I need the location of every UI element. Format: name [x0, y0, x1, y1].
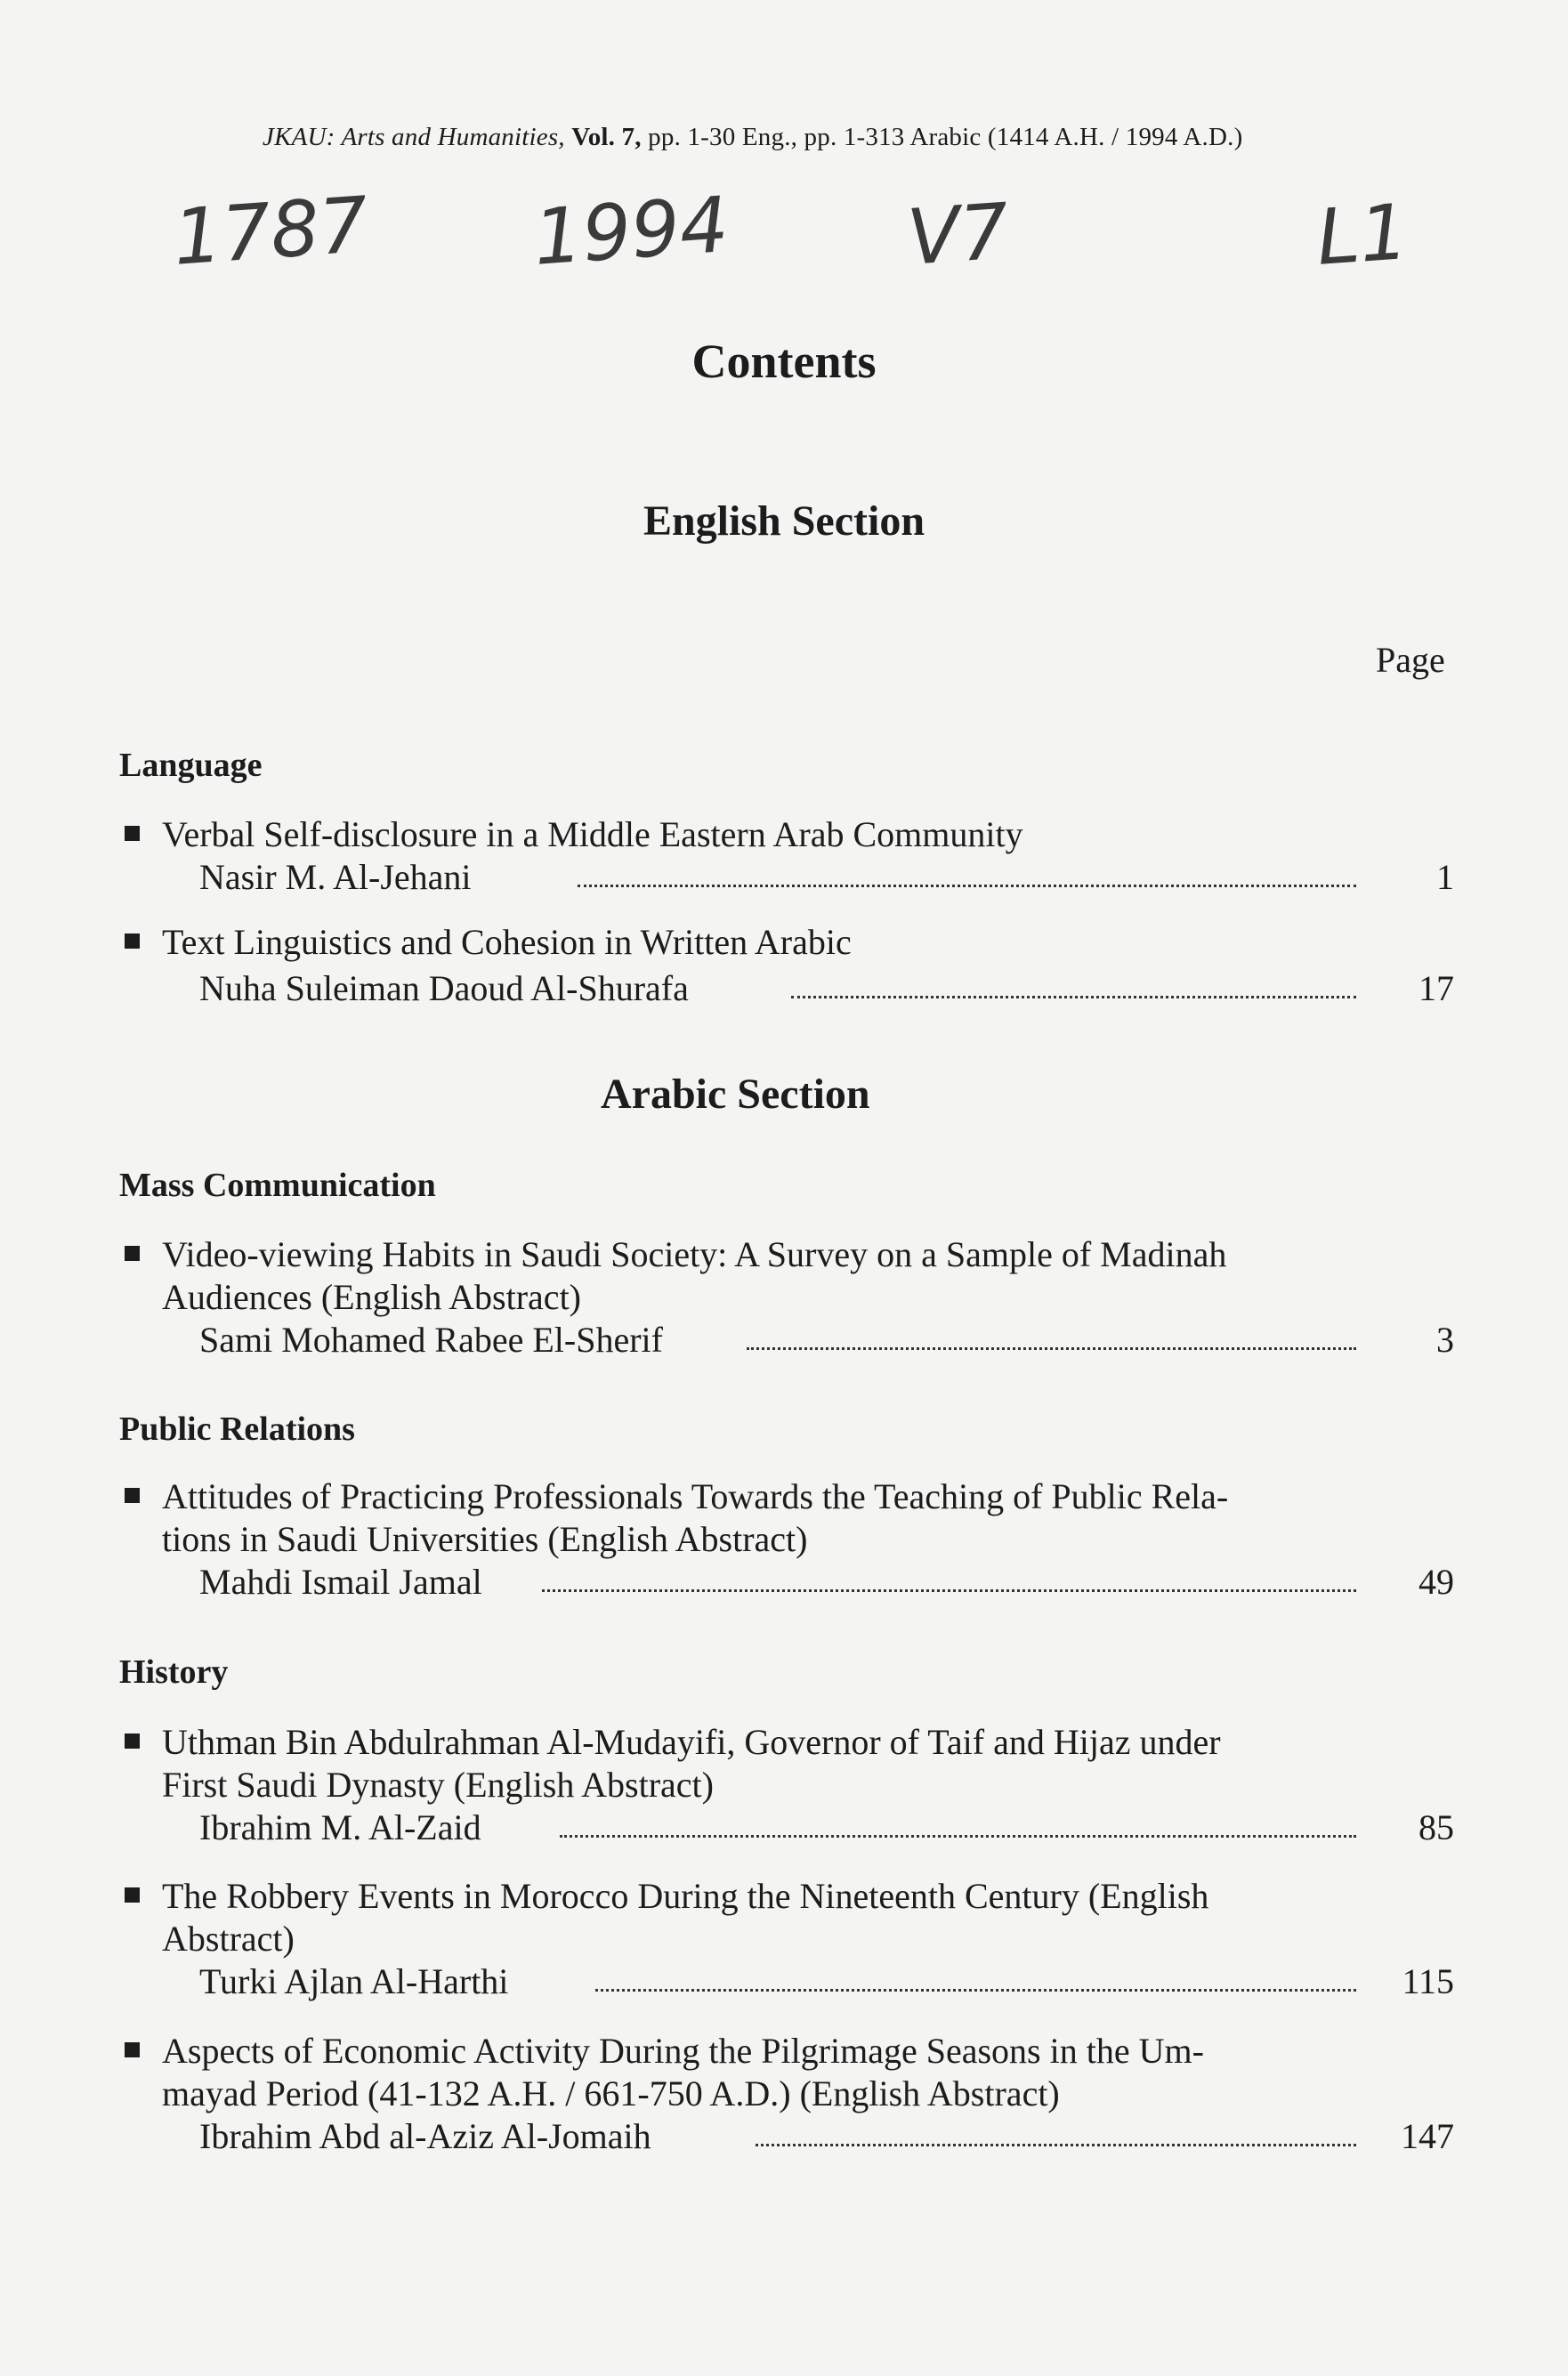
entry-title-line: The Robbery Events in Morocco During the Nineteenth Century (English — [162, 1876, 1209, 1916]
entry-author: Nasir M. Al-Jehani — [199, 857, 472, 897]
journal-header — [263, 123, 1419, 152]
handwritten-note: 1787 — [170, 180, 371, 283]
entry-title-line: tions in Saudi Universities (English Abstract) — [162, 1519, 808, 1559]
entry-page-number: 85 — [1418, 1807, 1454, 1847]
entry-title-line: Video-viewing Habits in Saudi Society: A Survey on a Sample of Madinah — [162, 1234, 1227, 1274]
toc-entry[interactable] — [119, 921, 1454, 1010]
arabic-section-heading: Arabic Section — [601, 1071, 870, 1118]
handwritten-note: V7 — [904, 187, 1012, 283]
dot-leader — [560, 1835, 1356, 1838]
bullet-icon — [125, 1488, 140, 1503]
entry-title-line: Uthman Bin Abdulrahman Al-Mudayifi, Governor of Taif and Hijaz under — [162, 1722, 1221, 1762]
bullet-icon — [125, 2042, 140, 2057]
entry-page-number: 1 — [1436, 857, 1454, 897]
entry-title-line: Abstract) — [162, 1919, 295, 1959]
entry-title-line: Aspects of Economic Activity During the Pilgrimage Seasons in the Um- — [162, 2031, 1204, 2071]
entry-title-line: Audiences (English Abstract) — [162, 1277, 581, 1317]
entry-author: Turki Ajlan Al-Harthi — [199, 1961, 509, 2001]
toc-entry[interactable] — [119, 1875, 1454, 2003]
entry-title: Verbal Self-disclosure in a Middle Eastern Arab Community — [162, 814, 1023, 854]
journal-name: JKAU: Arts and Humanities, — [263, 123, 565, 151]
bullet-icon — [125, 1887, 140, 1903]
toc-entry[interactable] — [119, 2030, 1454, 2158]
page-column-label: Page — [1376, 640, 1445, 680]
toc-entry[interactable] — [119, 1721, 1454, 1849]
category-language: Language — [119, 747, 263, 784]
dot-leader — [756, 2144, 1356, 2146]
category-history: History — [119, 1653, 229, 1691]
bullet-icon — [125, 1734, 140, 1749]
entry-page-number: 115 — [1402, 1961, 1454, 2001]
toc-entry[interactable] — [119, 1475, 1454, 1604]
dot-leader — [542, 1589, 1356, 1592]
entry-author: Nuha Suleiman Daoud Al-Shurafa — [199, 968, 689, 1008]
entry-title: Text Linguistics and Cohesion in Written Arabic — [162, 922, 852, 962]
journal-pages: pp. 1-30 Eng., pp. 1-313 Arabic (1414 A.H. / 1994 A.D.) — [648, 123, 1243, 151]
bullet-icon — [125, 826, 140, 841]
entry-author: Sami Mohamed Rabee El-Sherif — [199, 1320, 663, 1360]
entry-author: Ibrahim M. Al-Zaid — [199, 1807, 481, 1847]
journal-volume: Vol. 7, — [571, 123, 642, 151]
bullet-icon — [125, 933, 140, 949]
category-public-relations: Public Relations — [119, 1410, 355, 1448]
entry-page-number: 49 — [1418, 1562, 1454, 1602]
entry-title-line: First Saudi Dynasty (English Abstract) — [162, 1765, 714, 1805]
category-mass-communication: Mass Communication — [119, 1167, 436, 1204]
dot-leader — [595, 1989, 1356, 1992]
page-title: Contents — [691, 335, 877, 388]
dot-leader — [578, 885, 1356, 887]
toc-entry[interactable] — [119, 813, 1454, 899]
entry-title-line: mayad Period (41-132 A.H. / 661-750 A.D.) (English Abstract) — [162, 2073, 1060, 2113]
bullet-icon — [125, 1246, 140, 1261]
entry-page-number: 17 — [1418, 968, 1454, 1008]
english-section-heading: English Section — [643, 497, 925, 545]
entry-author: Ibrahim Abd al-Aziz Al-Jomaih — [199, 2116, 651, 2156]
handwritten-note: 1994 — [530, 180, 731, 283]
dot-leader — [747, 1347, 1356, 1350]
entry-page-number: 3 — [1436, 1320, 1454, 1360]
entry-title-line: Attitudes of Practicing Professionals Towards the Teaching of Public Rela- — [162, 1476, 1229, 1516]
toc-entry[interactable] — [119, 1233, 1454, 1362]
entry-page-number: 147 — [1401, 2116, 1454, 2156]
handwritten-note: L1 — [1313, 187, 1411, 283]
dot-leader — [791, 996, 1356, 998]
entry-author: Mahdi Ismail Jamal — [199, 1562, 482, 1602]
